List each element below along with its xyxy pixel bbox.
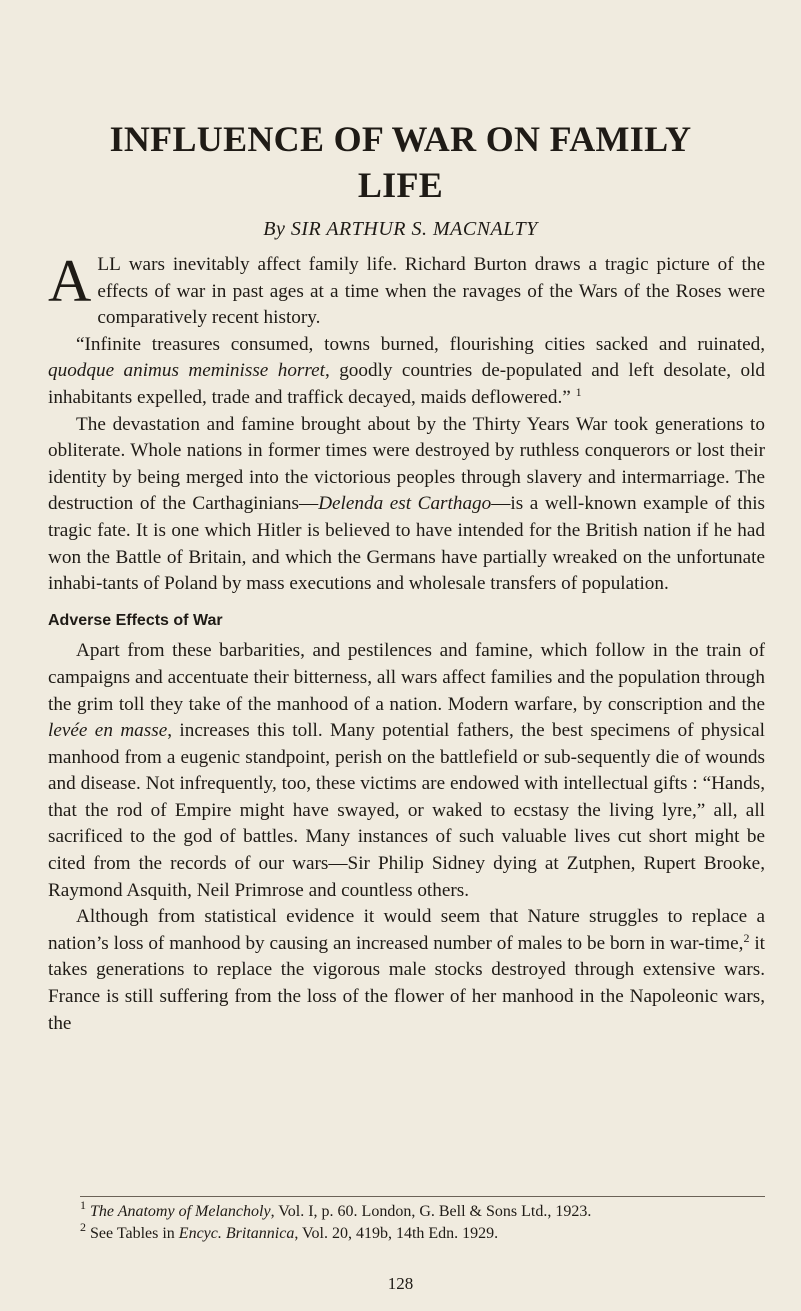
- quote-latin: quodque animus meminisse horret: [48, 360, 325, 382]
- paragraph-1: [48, 248, 765, 332]
- paragraph-3-text-b: —is a well-known example of this tragic fate. It is one which Hitler is believed to have intended for the British nation if he had won the Battle of Britain, and which the Germans have partially wreaked on the unfortunate inhabi-tants of Poland by mass executions and wholesale transfers of population.: [48, 493, 765, 595]
- page-number: 128: [387, 1274, 414, 1293]
- article-body: [48, 248, 765, 1037]
- paragraph-3-latin: Delenda est Carthago: [318, 493, 492, 515]
- footnote-2-number: 2: [80, 1220, 86, 1234]
- paragraph-5: [48, 904, 765, 1037]
- title-line-1: INFLUENCE OF WAR ON FAMILY: [109, 119, 692, 159]
- drop-cap: A: [48, 248, 92, 314]
- footnote-ref-1: 1: [575, 384, 582, 399]
- section-heading: Adverse Effects of War: [48, 611, 223, 629]
- footnote-2: [80, 1220, 765, 1245]
- paragraph-4: [48, 638, 765, 904]
- paragraph-5-text-b: it takes generations to replace the vigorous male stocks destroyed through extensive wars. France is still suffering from the loss of the flower of her manhood in the Napoleonic wars, the: [48, 932, 765, 1034]
- footnotes: [80, 1196, 765, 1245]
- paragraph-3-text-a: The devastation and famine brought about by the Thirty Years War took generations to obliterate. Whole nations in former times were destroyed by ruthless conquerors or lost their identity by being merged into the victorious peoples through slavery and intermarriage. The destruction of the Carthaginians—: [48, 413, 765, 515]
- footnote-2-text-a: See Tables in: [90, 1225, 179, 1242]
- article-title: [0, 116, 801, 208]
- small-caps-lead: LL: [97, 254, 121, 275]
- footnote-2-title: Encyc. Britannica: [178, 1225, 295, 1242]
- paragraph-2-quote: [48, 332, 765, 412]
- paragraph-5-text-a: Although from statistical evidence it would seem that Nature struggles to replace a nation’s loss of manhood by causing an increased number of males to be born in war-time,: [48, 906, 765, 954]
- paragraph-4-text-a: Apart from these barbarities, and pestilences and famine, which follow in the train of campaigns and accentuate their bitterness, all wars affect families and the population through the grim toll they take of the manhood of a nation. Modern warfare, by conscription and the: [48, 640, 765, 715]
- footnote-1-title: The Anatomy of Melancholy: [90, 1203, 271, 1220]
- footnote-1-number: 1: [80, 1198, 86, 1212]
- paragraph-4-text-b: , increases this toll. Many potential fathers, the best specimens of physical manhood from a eugenic standpoint, perish on the battlefield or sub-sequently die of wounds and disease. Not infrequently, too, these victims are endowed with intellectual gifts : “Hands, that the rod of Empire might have swayed, or waked to ecstasy the living lyre,” all, all sacrificed to the god of battles. Many instances of such valuable lives cut short might be cited from the records of our wars—Sir Philip Sidney dying at Zutphen, Rupert Brooke, Raymond Asquith, Neil Primrose and countless others.: [48, 720, 765, 901]
- quote-text-a: “Infinite treasures consumed, towns burned, flourishing cities sacked and ruinated,: [76, 333, 765, 355]
- paragraph-3: [48, 412, 765, 598]
- byline: By SIR ARTHUR S. MACNALTY: [263, 218, 538, 240]
- paragraph-4-french: levée en masse: [48, 720, 168, 742]
- quote-text-b: , goodly countries de-populated and left desolate, old inhabitants expelled, trade and traffick decayed, maids deflowered.”: [48, 360, 765, 408]
- paragraph-1-text: wars inevitably affect family life. Richard Burton draws a tragic picture of the effects of war in past ages at a time when the ravages of the Wars of the Roses were comparatively recent history.: [97, 254, 765, 329]
- title-line-2: LIFE: [357, 165, 444, 205]
- footnote-2-text-b: , Vol. 20, 419b, 14th Edn. 1929.: [294, 1225, 499, 1242]
- footnote-1-text: , Vol. I, p. 60. London, G. Bell & Sons Ltd., 1923.: [270, 1203, 592, 1220]
- footnote-ref-2: 2: [743, 930, 750, 945]
- footnote-1: [80, 1198, 765, 1223]
